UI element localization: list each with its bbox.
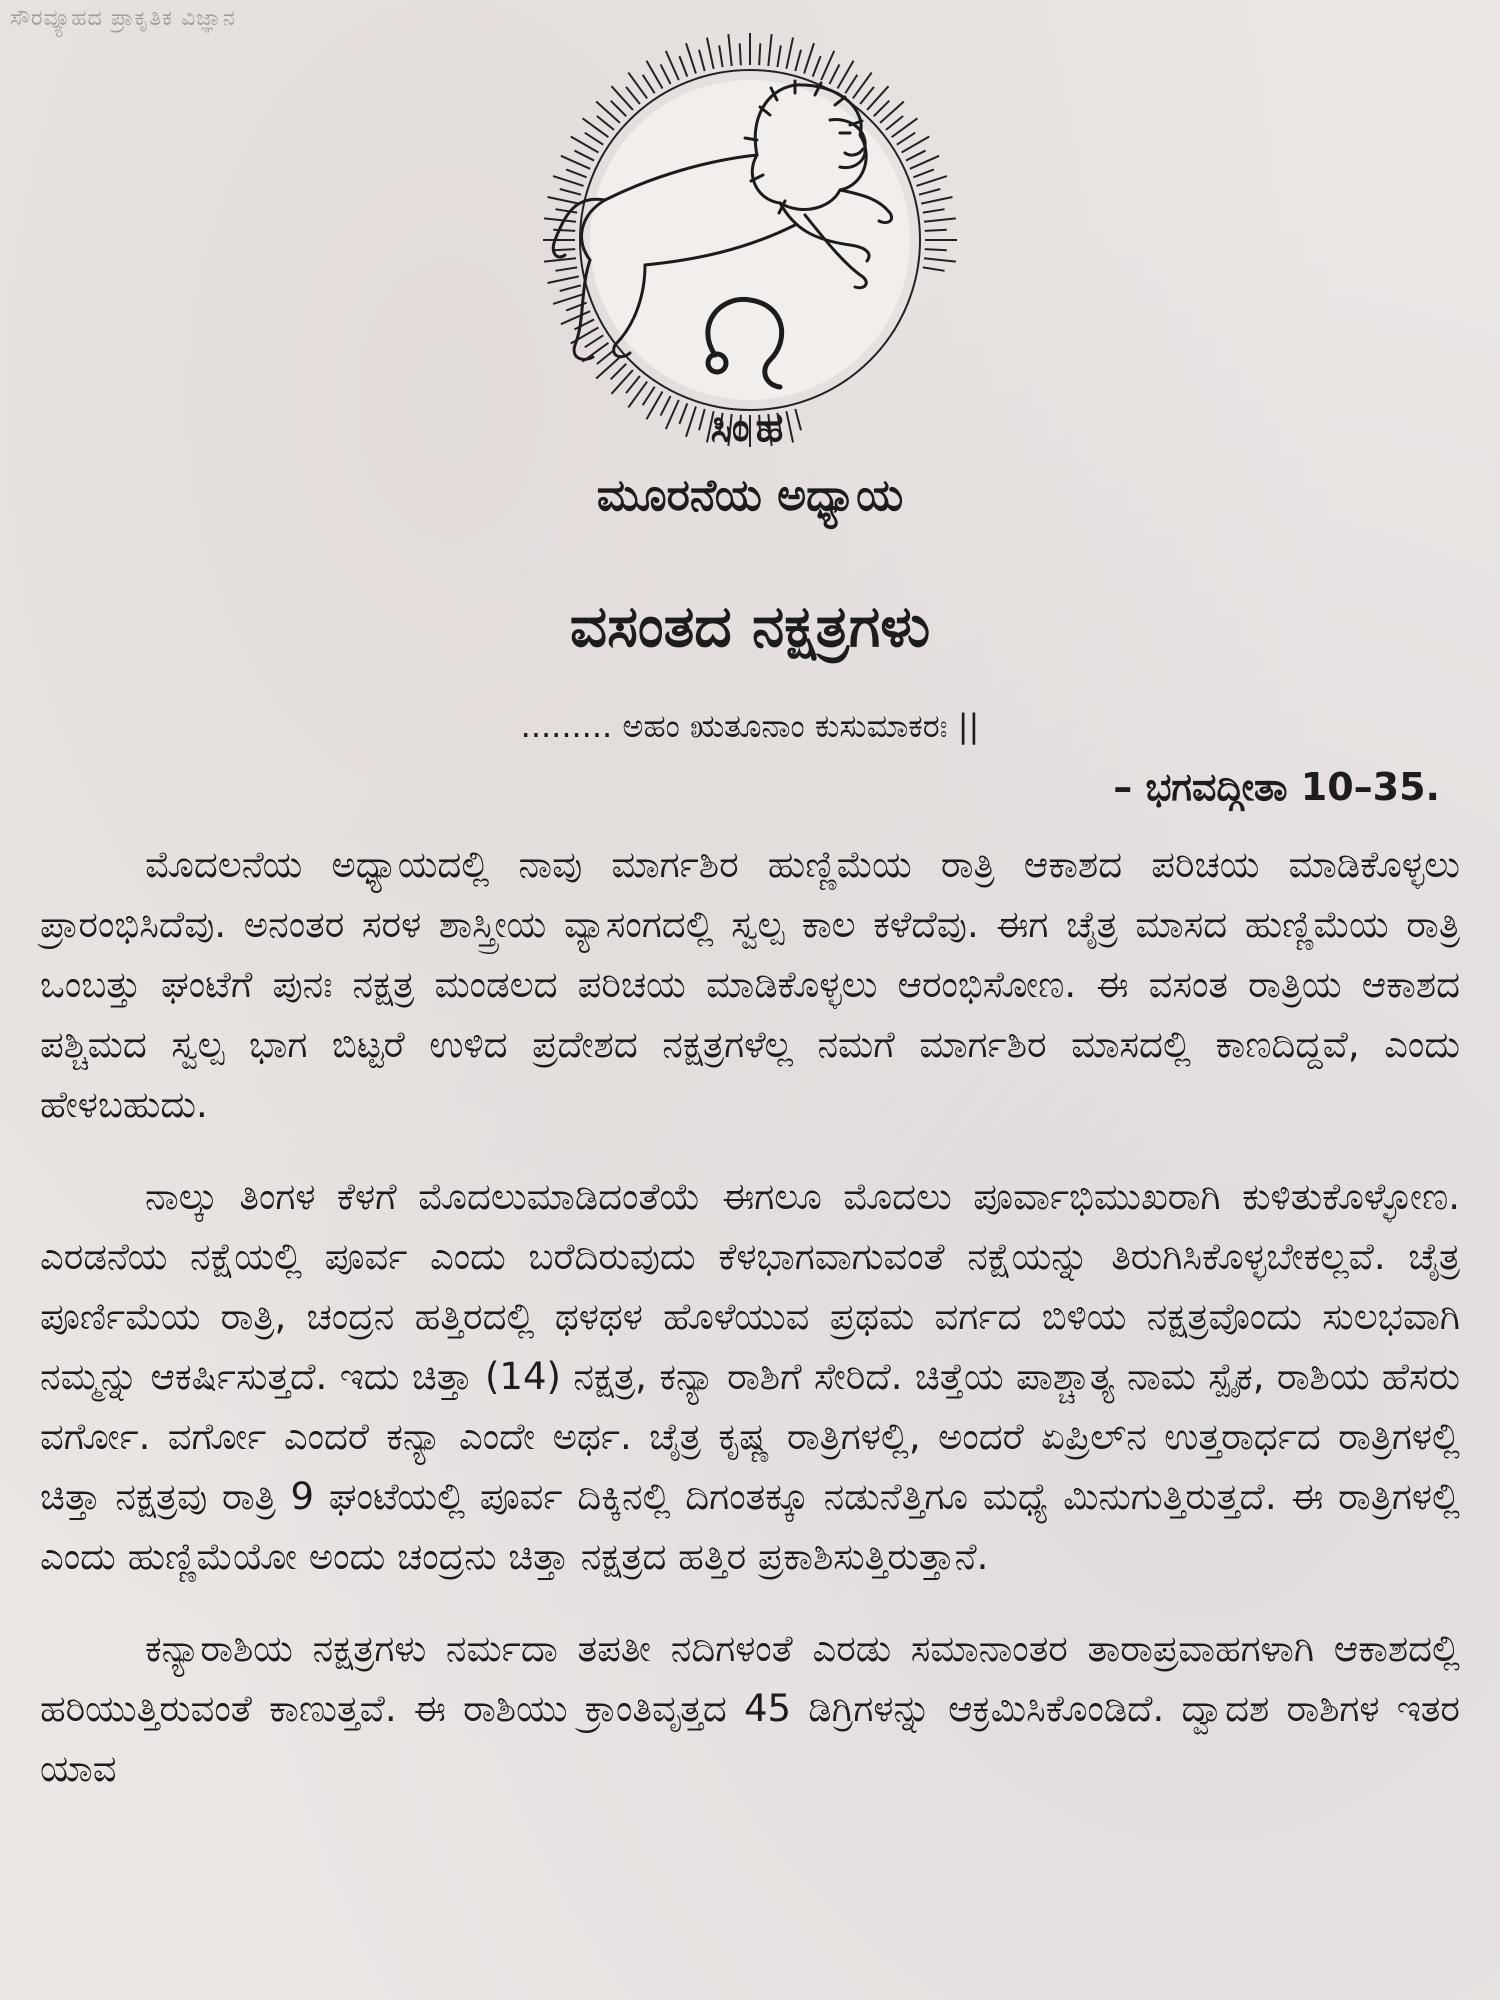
sun-ray bbox=[924, 218, 956, 221]
sun-ray bbox=[553, 249, 575, 250]
chapter-label: ಮೂರನೆಯ ಅಧ್ಯಾಯ bbox=[596, 470, 904, 521]
sun-ray bbox=[874, 101, 890, 117]
sun-ray bbox=[925, 249, 947, 250]
sun-ray bbox=[919, 189, 940, 195]
sun-ray bbox=[661, 64, 671, 84]
sun-ray bbox=[611, 86, 632, 110]
sun-ray bbox=[597, 350, 614, 364]
sun-ray bbox=[597, 116, 614, 130]
epigraph-verse: ......... ಅಹಂ ಋತೂನಾಂ ಕುಸುಮಾಕರಃ || bbox=[520, 707, 980, 745]
sun-ray bbox=[561, 156, 590, 169]
sun-ray bbox=[643, 387, 655, 405]
sun-ray bbox=[585, 133, 603, 145]
sun-ray bbox=[921, 197, 952, 204]
sun-ray bbox=[626, 87, 640, 104]
sun-ray bbox=[910, 156, 939, 169]
sun-ray bbox=[611, 364, 627, 380]
body-text bbox=[40, 835, 1460, 1831]
sun-ray bbox=[925, 230, 947, 231]
sun-ray bbox=[561, 311, 590, 324]
sun-ray bbox=[553, 294, 583, 304]
sun-ray bbox=[913, 169, 934, 177]
sun-ray bbox=[611, 370, 632, 394]
sun-ray bbox=[777, 45, 780, 67]
sun-ray bbox=[560, 189, 581, 195]
leo-lion-emblem bbox=[495, 25, 1005, 460]
sun-ray bbox=[596, 101, 620, 122]
sun-ray bbox=[544, 258, 576, 261]
sun-ray bbox=[924, 258, 956, 261]
sun-ray bbox=[829, 64, 839, 84]
sun-ray bbox=[566, 169, 587, 177]
sun-ray bbox=[728, 34, 731, 66]
sun-ray bbox=[643, 75, 655, 93]
sun-ray bbox=[886, 116, 903, 130]
sun-ray bbox=[574, 319, 594, 329]
sun-ray bbox=[544, 218, 576, 221]
sun-ray bbox=[555, 209, 577, 212]
sun-ray bbox=[666, 51, 679, 80]
sun-ray bbox=[768, 34, 771, 66]
sun-ray bbox=[679, 56, 687, 77]
sun-ray bbox=[880, 101, 904, 122]
sun-ray bbox=[553, 176, 583, 186]
paragraph: ಮೊದಲನೆಯ ಅಧ್ಯಾಯದಲ್ಲಿ ನಾವು ಮಾರ್ಗಶಿರ ಹುಣ್ಣಿಮೆಯ ರಾತ್ರಿ ಆಕಾಶದ ಪರಿಚಯ ಮಾಡಿಕೊಳ್ಳಲು ಪ್ರಾರಂಭಿಸಿದೆವು. ಅನಂತರ ಸರಳ ಶಾಸ್ತ್ರೀಯ ವ್ಯಾಸಂಗದಲ್ಲಿ ಸ್ವಲ್ಪ ಕಾಲ ಕಳೆದೆವು. ಈಗ ಚೈತ್ರ ಮಾಸದ ಹುಣ್ಣಿಮೆಯ ರಾತ್ರಿ ಒಂಬತ್ತು ಘಂಟೆಗೆ ಪುನಃ ನಕ್ಷತ್ರ ಮಂಡಲದ ಪರಿಚಯ ಮಾಡಿಕೊಳ್ಳಲು ಆರಂಭಿಸೋಣ. ಈ ವಸಂತ ರಾತ್ರಿಯ ಆಕಾಶದ ಪಶ್ಚಿಮದ ಸ್ವಲ್ಪ ಭಾಗ ಬಿಟ್ಟರೆ ಉಳಿದ ಪ್ರದೇಶದ ನಕ್ಷತ್ರಗಳೆಲ್ಲ ನಮಗೆ ಮಾರ್ಗಶಿರ ಮಾಸದಲ್ಲಿ ಕಾಣದಿದ್ದವೆ, ಎಂದು ಹೇಳಬಹುದು. bbox=[40, 843, 1460, 1126]
sun-ray bbox=[560, 285, 581, 291]
sun-ray bbox=[699, 50, 705, 71]
sun-ray bbox=[845, 75, 857, 93]
sun-ray bbox=[548, 197, 579, 204]
sun-ray bbox=[860, 87, 874, 104]
epigraph-source: – ಭಗವದ್ಗೀತಾ 10–35. bbox=[1113, 765, 1440, 809]
sun-ray bbox=[585, 335, 603, 347]
sun-ray bbox=[786, 38, 793, 69]
sun-ray bbox=[906, 151, 926, 161]
sun-ray bbox=[813, 56, 821, 77]
paragraph: ನಾಲ್ಕು ತಿಂಗಳ ಕೆಳಗೆ ಮೊದಲುಮಾಡಿದಂತೆಯೆ ಈಗಲೂ ಮೊದಲು ಪೂರ್ವಾಭಿಮುಖರಾಗಿ ಕುಳಿತುಕೊಳ್ಳೋಣ. ಎರಡನೆಯ ನಕ್ಷೆಯಲ್ಲಿ ಪೂರ್ವ ಎಂದು ಬರೆದಿರುವುದು ಕೆಳಭಾಗವಾಗುವಂತೆ ನಕ್ಷೆಯನ್ನು ತಿರುಗಿಸಿಕೊಳ್ಳಬೇಕಲ್ಲವೆ. ಚೈತ್ರ ಪೂರ್ಣಿಮೆಯ ರಾತ್ರಿ, ಚಂದ್ರನ ಹತ್ತಿರದಲ್ಲಿ ಥಳಥಳ ಹೊಳೆಯುವ ಪ್ರಥಮ ವರ್ಗದ ಬಿಳಿಯ ನಕ್ಷತ್ರವೊಂದು ಸುಲಭವಾಗಿ ನಮ್ಮನ್ನು ಆಕರ್ಷಿಸುತ್ತದೆ. ಇದು ಚಿತ್ತಾ (14) ನಕ್ಷತ್ರ, ಕನ್ಯಾ ರಾಶಿಗೆ ಸೇರಿದೆ. ಚಿತ್ತೆಯ ಪಾಶ್ಚಾತ್ಯ ನಾಮ ಸ್ಪೈಕ, ರಾಶಿಯ ಹೆಸರು ವರ್ಗೋ. ವರ್ಗೋ ಎಂದರೆ ಕನ್ಯಾ ಎಂದೇ ಅರ್ಥ. ಚೈತ್ರ ಕೃಷ್ಣ ರಾತ್ರಿಗಳಲ್ಲಿ, ಅಂದರೆ ಏಪ್ರಿಲ್‌ನ ಉತ್ತರಾರ್ಧದ ರಾತ್ರಿಗಳಲ್ಲಿ ಚಿತ್ತಾ ನಕ್ಷತ್ರವು ರಾತ್ರಿ 9 ಘಂಟೆಯಲ್ಲಿ ಪೂರ್ವ ದಿಕ್ಕಿನಲ್ಲಿ ದಿಗಂತಕ್ಕೂ ನಡುನೆತ್ತಿಗೂ ಮಧ್ಯೆ ಮಿನುಗುತ್ತಿರುತ್ತದೆ. ಈ ರಾತ್ರಿಗಳಲ್ಲಿ ಎಂದು ಹುಣ್ಣಿಮೆಯೋ ಅಂದು ಚಂದ್ರನು ಚಿತ್ತಾ ನಕ್ಷತ್ರದ ಹತ್ತಿರ ಪ್ರಕಾಶಿಸುತ್ತಿರುತ್ತಾನೆ. bbox=[40, 1175, 1460, 1578]
sun-ray bbox=[611, 101, 627, 117]
sun-ray bbox=[548, 276, 579, 283]
sun-ray bbox=[795, 50, 801, 71]
sun-ray bbox=[574, 151, 594, 161]
sign-name: ಸಿಂಹ bbox=[710, 405, 790, 451]
sun-ray bbox=[804, 43, 814, 73]
sun-ray bbox=[596, 357, 620, 378]
sun-ray bbox=[555, 267, 577, 270]
sun-ray bbox=[686, 43, 696, 73]
sun-ray bbox=[897, 133, 915, 145]
chapter-title: ವಸಂತದ ನಕ್ಷತ್ರಗಳು bbox=[569, 592, 931, 660]
lion-illustration-icon bbox=[495, 25, 1005, 460]
sun-ray bbox=[553, 230, 575, 231]
sun-ray bbox=[923, 209, 945, 212]
sun-ray bbox=[916, 176, 946, 186]
sun-ray bbox=[867, 86, 888, 110]
paragraph: ಕನ್ಯಾರಾಶಿಯ ನಕ್ಷತ್ರಗಳು ನರ್ಮದಾ ತಪತೀ ನದಿಗಳಂತೆ ಎರಡು ಸಮಾನಾಂತರ ತಾರಾಪ್ರವಾಹಗಳಾಗಿ ಆಕಾಶದಲ್ಲಿ ಹರಿಯುತ್ತಿರುವಂತೆ ಕಾಣುತ್ತವೆ. ಈ ರಾಶಿಯು ಕ್ರಾಂತಿವೃತ್ತದ 45 ಡಿಗ್ರಿಗಳನ್ನು ಆಕ್ರಮಿಸಿಕೊಂಡಿದೆ. ದ್ವಾದಶ ರಾಶಿಗಳ ಇತರ ಯಾವ bbox=[40, 1627, 1460, 1790]
sun-ray bbox=[707, 38, 714, 69]
sun-ray bbox=[719, 45, 722, 67]
sun-ray bbox=[740, 43, 741, 65]
sun-ray bbox=[759, 43, 760, 65]
sun-ray bbox=[626, 376, 640, 393]
faded-running-header: ಸೌರವ್ಯೂಹದ ಪ್ರಾಕೃತಿಕ ವಿಜ್ಞಾನ bbox=[10, 6, 237, 31]
sun-ray bbox=[923, 267, 945, 270]
sun-ray bbox=[821, 51, 834, 80]
